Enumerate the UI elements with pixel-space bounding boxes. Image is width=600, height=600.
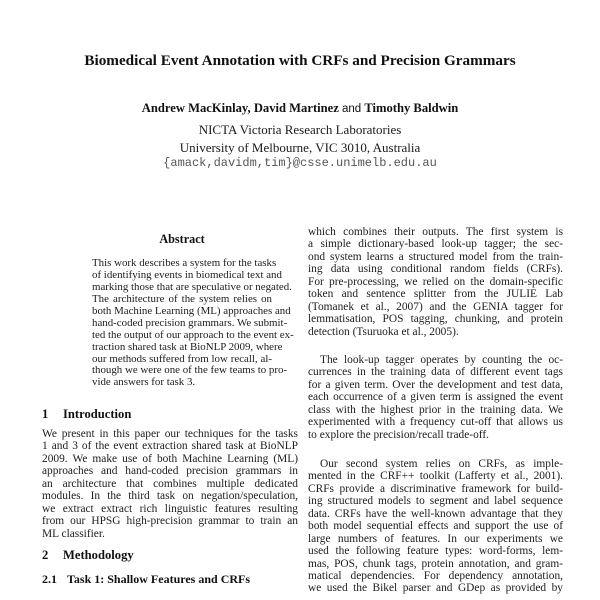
body-line: lemmatisation, POS tagging, chunking, and protein <box>308 313 563 326</box>
author-email: {amack,davidm,tim}@csse.unimelb.edu.au <box>163 156 437 170</box>
section-title: Introduction <box>63 407 132 421</box>
body-line: data. CRFs have the well-known advantage that they <box>308 507 563 520</box>
body-line: token and sentence splitter from the JULIE Lab <box>308 288 563 301</box>
section-heading-methodology <box>42 548 134 563</box>
intro-line: 2009. We make use of both Machine Learning (ML) <box>42 452 298 465</box>
subsection-number: 2.1 <box>42 572 57 586</box>
body-line: ing data using conditional random fields (CRFs). <box>308 263 563 276</box>
body-line: both model sequential effects and support the use of <box>308 520 563 533</box>
body-line: ond system learns a structured model from the train- <box>308 250 563 263</box>
abstract-line: marking those that are speculative or negated. <box>92 280 292 293</box>
affiliation-line-1: NICTA Victoria Research Laboratories <box>198 122 402 137</box>
author-names-2: Timothy Baldwin <box>364 101 459 115</box>
abstract-line: ted the output of our approach to the event ex- <box>92 328 294 341</box>
intro-line: we extract extract rich linguistic features resulting <box>42 502 298 515</box>
intro-line: ML classifier. <box>42 527 105 540</box>
right-column-paragraph-2 <box>308 354 563 441</box>
abstract-line: of identifying events in biomedical text and <box>92 268 282 281</box>
author-conjunction: and <box>341 103 362 115</box>
body-line: mented in the CRF++ toolkit (Lafferty et al., 2001). <box>308 470 563 483</box>
intro-line: We present in this paper our techniques for the tasks <box>42 428 298 440</box>
subsection-heading-task1 <box>42 572 250 587</box>
abstract-line: traction shared task at BioNLP 2009, where <box>92 340 283 353</box>
body-line: for a given term. Over the development and test data, <box>308 378 563 391</box>
right-column-paragraph-3 <box>308 458 563 595</box>
subsection-title: Task 1: Shallow Features and CRFs <box>67 572 251 586</box>
abstract-line: both Machine Learning (ML) approaches and <box>92 304 291 317</box>
intro-line: 1 and 3 of the event extraction shared task at BioNLP <box>42 440 298 453</box>
body-line: ing structured models to segment and label sequence <box>308 495 563 508</box>
body-line: (Tomanek et al., 2007) and the GENIA tagger for <box>308 300 563 313</box>
intro-line: from our HPSG high-precision grammar to train an <box>42 515 298 528</box>
introduction-body <box>42 428 298 540</box>
right-column-paragraph-1 <box>308 226 563 338</box>
intro-line: an architecture that combines multiple dedicated <box>42 477 298 490</box>
abstract-heading: Abstract <box>159 232 205 246</box>
body-line: which combines their outputs. The first system is <box>308 226 563 238</box>
intro-line: approaches and hand-coded precision grammars in <box>42 465 298 478</box>
body-line: matical dependencies. For dependency annotation, <box>308 569 563 582</box>
body-line: Our second system relies on CRFs, as imple- <box>320 458 563 470</box>
paper-title: Biomedical Event Annotation with CRFs and Precision Grammars <box>84 52 516 69</box>
abstract-body <box>92 257 294 389</box>
section-heading-introduction <box>42 407 131 422</box>
body-line: For pre-processing, we relied on the domain-specific <box>308 275 563 288</box>
abstract-line: though we were one of the few teams to pro- <box>92 364 288 377</box>
body-line: used the following feature types: word-forms, lem- <box>308 545 563 558</box>
body-line: class with the highest prior in the training data. We <box>308 403 563 416</box>
body-line: The look-up tagger operates by counting the oc- <box>320 354 563 366</box>
body-line: currences in the training data of different event tags <box>308 366 563 379</box>
affiliation-line-2: University of Melbourne, VIC 3010, Australia <box>179 140 421 155</box>
abstract-line: our methods suffered from low recall, al- <box>92 352 272 365</box>
body-line: detection (Tsuruoka et al., 2005). <box>308 325 459 338</box>
section-number: 2 <box>42 548 49 562</box>
body-line: large numbers of features. In our experiments we <box>308 532 563 545</box>
body-line: to explore the precision/recall trade-off. <box>308 428 490 441</box>
body-line: mas, POS, chunk tags, protein annotation, and gram- <box>308 557 563 570</box>
section-number: 1 <box>42 407 49 421</box>
author-names-1: Andrew MacKinlay, David Martinez <box>141 101 339 115</box>
abstract-line: This work describes a system for the tasks <box>92 257 277 269</box>
author-list <box>0 101 600 116</box>
body-line: we used the Bikel parser and GDep as provided by <box>308 582 563 595</box>
body-line: a simple dictionary-based look-up tagger; the sec- <box>308 238 563 251</box>
body-line: experimented with a frequency cut-off that allows us <box>308 416 563 429</box>
body-line: CRFs provide a discriminative framework for build- <box>308 482 563 495</box>
abstract-line: vide answers for task 3. <box>92 376 196 389</box>
intro-line: modules. In the third task on negation/speculation, <box>42 490 298 503</box>
section-title: Methodology <box>63 548 134 562</box>
abstract-line: hand-coded precision grammars. We submit- <box>92 316 288 329</box>
abstract-line: The architecture of the system relies on <box>92 292 272 305</box>
body-line: each occurrence of a given term is assigned the event <box>308 391 563 404</box>
